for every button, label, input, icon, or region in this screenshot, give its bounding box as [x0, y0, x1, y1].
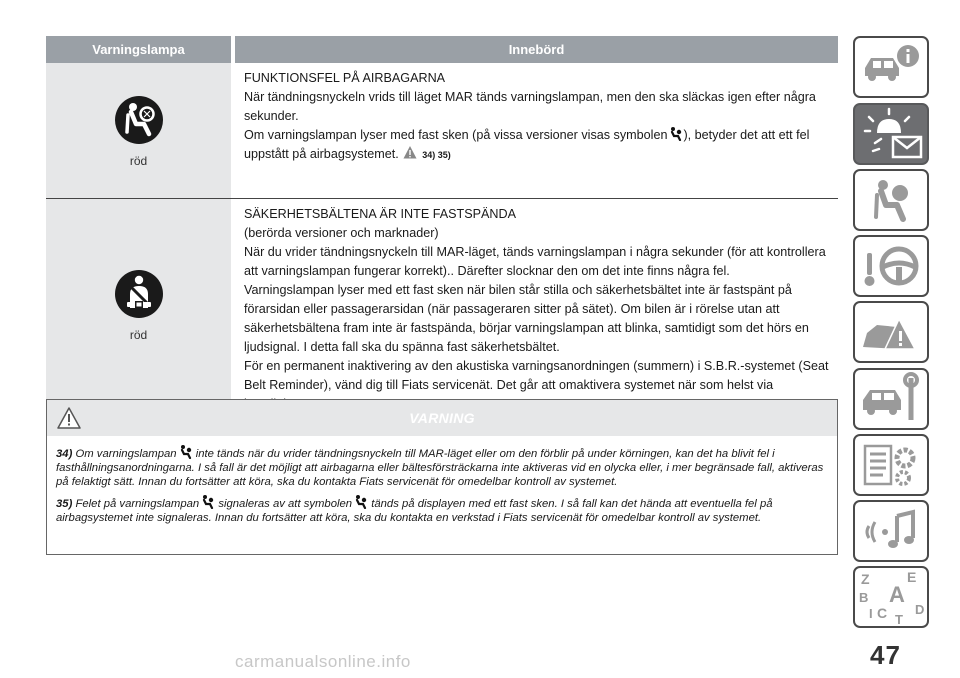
meaning-cell	[231, 63, 838, 198]
warning-header	[47, 400, 837, 436]
page-number: 47	[870, 640, 901, 670]
tab-maintenance[interactable]	[853, 368, 929, 430]
tab-index[interactable]	[853, 566, 929, 628]
lamp-color: röd	[129, 153, 148, 168]
warning-triangle-icon	[57, 407, 81, 429]
row-title: FUNKTIONSFEL PÅ AIRBAGARNA	[244, 71, 446, 85]
row-text: För en permanent inaktivering av den akustiska varningsanordningen (summern) i S.B.R.-systemet (Seat Belt Reminder), vänd dig till Fiats servicenät. Det går att omaktivera systemet när som helst via	[244, 359, 829, 392]
airbag-warning-icon	[113, 94, 165, 146]
table-header	[46, 36, 838, 63]
tab-car-info[interactable]	[853, 36, 929, 98]
airbag-person-icon	[200, 494, 214, 509]
airbag-person-icon	[668, 126, 682, 141]
airbag-person-icon	[178, 444, 192, 459]
row-text: När du vrider tändningsnyckeln till MAR-läget, tänds varningslampan i några sekunder (för att kontrollera att varningslampan fungerar korrekt).. Därefter slocknar den om det inte finns några fel.	[244, 245, 826, 278]
header-warning-lamp: Varningslampa	[92, 42, 185, 57]
airbag-person-icon	[353, 494, 367, 509]
row-title: SÄKERHETSBÄLTENA ÄR INTE FASTSPÄNDA	[244, 207, 517, 221]
car-info-icon	[855, 38, 927, 96]
svg-text:T: T	[895, 612, 903, 626]
row-text: Om varningslampan lyser med fast sken (på vissa versioner visas symbolen ), betyder det att ett fel uppstått på airbagsystemet. 34) 35)	[244, 128, 810, 161]
svg-text:I: I	[869, 606, 873, 621]
alphabet-index-icon	[855, 568, 927, 626]
warning-box	[46, 399, 838, 555]
tab-warning-lights[interactable]	[853, 103, 929, 165]
lamp-color: röd	[129, 327, 148, 342]
svg-text:Z: Z	[861, 571, 870, 587]
lamp-message-icon	[855, 105, 927, 163]
steering-wheel-icon	[855, 237, 927, 295]
svg-text:B: B	[859, 590, 869, 605]
row-text: Varningslampan lyser med ett fast sken när bilen står stilla och säkerhetsbältet inte är fastspänt på förarsidan eller passagerarsidan (när passageraren sitter på sätet). Om bilen är i rörelse utan att säkerhetsbältena fram inte är fastspända, börjar varningslampan att blinka, samtidigt som det hörs en ljudsignal. I detta fall ska du spänna fast säkerhetsbältet.	[244, 283, 809, 354]
tab-starting-driving[interactable]	[853, 235, 929, 297]
note-number: 34)	[56, 448, 73, 460]
car-wrench-icon	[855, 370, 927, 428]
meaning-cell	[231, 199, 838, 410]
tab-multimedia[interactable]	[853, 500, 929, 562]
table-row	[46, 63, 838, 199]
warning-triangle-icon	[402, 145, 418, 160]
table-row	[46, 199, 838, 411]
warning-body	[47, 436, 837, 525]
svg-text:A: A	[889, 582, 905, 607]
list-gears-icon	[855, 436, 927, 494]
warning-lights-table	[46, 36, 838, 411]
note-number: 35)	[56, 498, 73, 510]
row-subtitle: (berörda versioner och marknader)	[244, 226, 439, 240]
svg-text:D: D	[915, 602, 925, 617]
tab-emergency[interactable]	[853, 301, 929, 363]
warning-note: 35) Felet på varningslampan signaleras av att symbolen tänds på displayen med ett fast sken. I så fall kan det hända att eventuella fel på airbagsystemet inte signaleras. Innan du fortsätter att köra, ska du kontakta en verkstad i Fiats servicenät för omedelbar kontroll av systemet.	[56, 494, 828, 525]
lamp-cell	[46, 63, 231, 198]
tab-safety[interactable]	[853, 169, 929, 231]
row-text: När tändningsnyckeln vrids till läget MAR tänds varningslampan, men den ska släckas igen efter några sekunder.	[244, 90, 816, 123]
header-meaning: Innebörd	[231, 36, 838, 63]
watermark: carmanualsonline.info	[235, 652, 411, 671]
warning-title: VARNING	[409, 410, 475, 426]
seatbelt-warning-icon	[113, 268, 165, 320]
svg-text:E: E	[907, 569, 917, 585]
tab-technical-data[interactable]	[853, 434, 929, 496]
music-signal-icon	[855, 502, 927, 560]
lamp-cell	[46, 199, 231, 410]
car-crash-icon	[855, 303, 927, 361]
warning-note: 34) Om varningslampan inte tänds när du vrider tändningsnyckeln till MAR-läget eller om den förblir på under körningen, kan det ha blivit fel i fasthållningsanordningarna. I så fall är det möjligt att airbagarna eller bältesförsträckarna inte aktiveras vid en olycka eller, i mer begränsade fall, aktiveras på felaktigt sätt. Innan du fortsätter att köra, ska du kontakta Fiats servicenät för omedelbar kontroll av systemet.	[56, 444, 828, 489]
airbag-person-icon	[855, 171, 927, 229]
svg-text:C: C	[877, 605, 888, 621]
reference-numbers: 34) 35)	[422, 150, 451, 160]
